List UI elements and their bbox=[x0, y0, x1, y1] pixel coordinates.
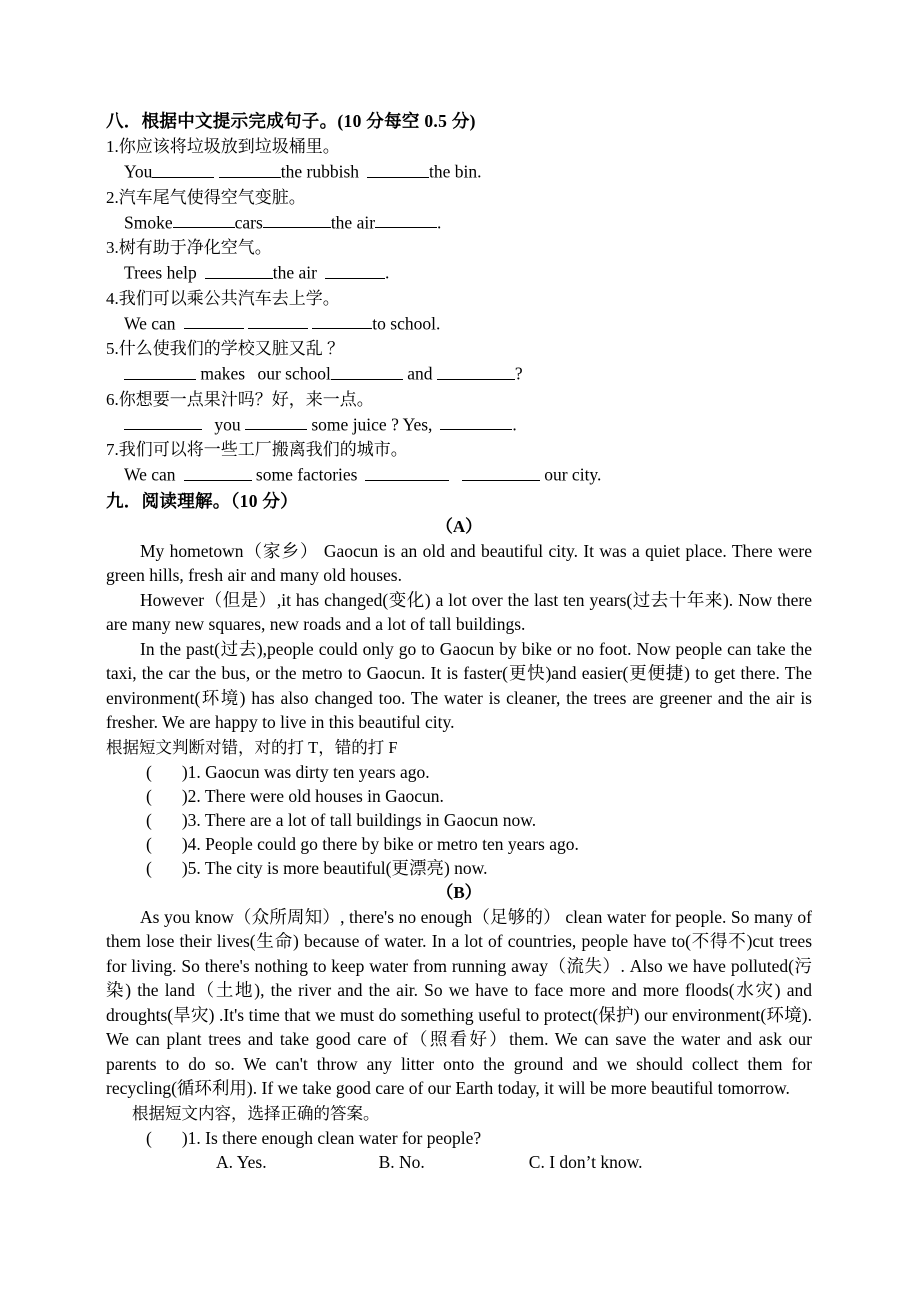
passage-a-paragraph-3: In the past(过去),people could only go to Gaocun by bike or no foot. Now people can take the taxi, the car the bus, or the metro to Gaocun. It is faster(更快)and easier(更便捷) to get there. The environment(环境) has also changed too. The water is cleaner, the trees are greener and the air is fresher. We are happy to live in this beautiful city. bbox=[106, 638, 812, 732]
passage-a-label: （A） bbox=[435, 516, 483, 536]
section-8-heading: 八．根据中文提示完成句子。(10 分每空 0.5 分) bbox=[106, 111, 476, 131]
question-8-4-english bbox=[106, 311, 812, 337]
q8-4-pre: We can bbox=[124, 313, 176, 333]
question-text: )1. Is there enough clean water for people? bbox=[181, 1127, 482, 1148]
blank-field[interactable] bbox=[437, 361, 515, 380]
q8-1-mid2: the rubbish bbox=[280, 161, 360, 182]
passage-a-instruction: 根据短文判断对错，对的打 T，错的打 F bbox=[106, 737, 398, 757]
question-text: )3. There are a lot of tall buildings in Gaocun now. bbox=[181, 809, 537, 830]
question-8-7-chinese: 7.我们可以将一些工厂搬离我们的城市。 bbox=[106, 440, 408, 459]
question-8-3-chinese: 3.树有助于净化空气。 bbox=[106, 238, 272, 257]
q8-3-mid1: the air bbox=[272, 262, 317, 283]
passage-a-question-1[interactable] bbox=[106, 760, 812, 784]
question-8-4-chinese: 4.我们可以乘公共汽车去上学。 bbox=[106, 288, 340, 308]
q8-5-mid1: makes bbox=[200, 363, 246, 384]
option-a[interactable]: A. Yes. bbox=[216, 1151, 267, 1172]
question-text: )4. People could go there by bike or metro ten years ago. bbox=[181, 833, 579, 854]
q8-7-pre: We can bbox=[124, 464, 176, 485]
passage-a-paragraph-1: My hometown（家乡） Gaocun is an old and beautiful city. It was a quiet place. There were green hills, fresh air and many old houses. bbox=[106, 540, 812, 585]
q8-6-mid1: you bbox=[214, 414, 241, 434]
q8-3-tail: . bbox=[384, 262, 390, 283]
q8-6-tail: . bbox=[512, 414, 517, 434]
question-text: )5. The city is more beautiful(更漂亮) now. bbox=[181, 857, 488, 878]
q8-2-pre: Smoke bbox=[124, 212, 173, 232]
q8-5-mid2: our school bbox=[257, 363, 331, 384]
section-9-heading: 九．阅读理解。（10 分） bbox=[106, 490, 299, 511]
passage-b-question-1-options bbox=[106, 1150, 812, 1174]
passage-a-question-2[interactable] bbox=[106, 784, 812, 808]
question-8-7-english bbox=[106, 462, 812, 488]
option-c[interactable]: C. I don’t know. bbox=[528, 1151, 643, 1172]
passage-b-question-1[interactable] bbox=[106, 1126, 812, 1150]
question-8-2-chinese: 2.汽车尾气使得空气变脏。 bbox=[106, 187, 306, 207]
blank-field[interactable] bbox=[245, 412, 307, 431]
q8-3-pre: Trees help bbox=[124, 262, 197, 283]
question-8-6-english bbox=[106, 412, 812, 438]
q8-2-mid2: the air bbox=[330, 212, 376, 232]
blank-field[interactable] bbox=[440, 412, 512, 431]
passage-a-question-3[interactable] bbox=[106, 808, 812, 832]
bracket-open: ( bbox=[146, 833, 152, 854]
q8-5-tail: ? bbox=[514, 363, 523, 384]
q8-2-tail: . bbox=[437, 212, 442, 232]
question-8-6-chinese: 6.你想要一点果汁吗？好，来一点。 bbox=[106, 389, 374, 409]
q8-5-mid3: and bbox=[407, 363, 433, 384]
blank-field[interactable] bbox=[152, 159, 214, 178]
q8-4-tail: to school. bbox=[372, 313, 441, 333]
blank-field[interactable] bbox=[263, 210, 331, 229]
passage-b-instruction: 根据短文内容，选择正确的答案。 bbox=[132, 1103, 380, 1123]
question-8-5-chinese: 5.什么使我们的学校又脏又乱 ？ bbox=[106, 339, 344, 358]
blank-field[interactable] bbox=[205, 260, 273, 279]
blank-field[interactable] bbox=[312, 311, 372, 330]
blank-field[interactable] bbox=[367, 159, 429, 178]
blank-field[interactable] bbox=[124, 361, 196, 380]
bracket-open: ( bbox=[146, 857, 152, 878]
blank-field[interactable] bbox=[184, 462, 252, 481]
bracket-open: ( bbox=[146, 785, 152, 806]
q8-6-mid2: some juice ? Yes, bbox=[311, 414, 433, 434]
passage-a-question-5[interactable] bbox=[106, 856, 812, 880]
option-b[interactable]: B. No. bbox=[378, 1151, 425, 1172]
q8-2-mid1: cars bbox=[234, 212, 263, 232]
blank-field[interactable] bbox=[375, 210, 437, 229]
question-text: )1. Gaocun was dirty ten years ago. bbox=[181, 761, 430, 782]
blank-field[interactable] bbox=[331, 361, 403, 380]
q8-1-tail: the bin. bbox=[429, 161, 482, 182]
passage-b-label: （B） bbox=[436, 882, 482, 902]
blank-field[interactable] bbox=[365, 462, 449, 481]
bracket-open: ( bbox=[146, 1127, 152, 1148]
question-8-3-english bbox=[106, 260, 812, 286]
exam-page bbox=[106, 108, 812, 1174]
blank-field[interactable] bbox=[248, 311, 308, 330]
q8-1-pre: You bbox=[124, 161, 153, 182]
q8-7-mid1: some factories bbox=[255, 464, 358, 485]
blank-field[interactable] bbox=[219, 159, 281, 178]
passage-b-paragraph-1: As you know（众所周知）, there's no enough（足够的） clean water for people. So many of them lose their lives(生命) because of water. In a lot of countries, people have to(不得不)cut trees for living. So there's nothing to keep water from running away（流失）. Also we have polluted(污染) the land（土地), the river and the air. So we have to face more and more floods(水灾) and droughts(旱灾) .It's time that we must do something useful to protect(保护) our environment(环境). We can plant trees and take good care of（照看好）them. We can save the water and ask our parents to do so. We can't throw any litter onto the ground and we should collect them for recycling(循环利用). If we take good care of our Earth today, it will be more beautiful tomorrow. bbox=[106, 906, 812, 1098]
question-8-1-chinese: 1.你应该将垃圾放到垃圾桶里。 bbox=[106, 137, 340, 156]
question-8-5-english bbox=[106, 361, 812, 387]
blank-field[interactable] bbox=[462, 462, 540, 481]
question-8-2-english bbox=[106, 210, 812, 236]
question-8-1-english bbox=[106, 159, 812, 185]
blank-field[interactable] bbox=[173, 210, 235, 229]
question-text: )2. There were old houses in Gaocun. bbox=[181, 785, 444, 806]
passage-a-question-4[interactable] bbox=[106, 832, 812, 856]
blank-field[interactable] bbox=[124, 412, 202, 431]
passage-a-paragraph-2: However（但是）,it has changed(变化) a lot over the last ten years(过去十年来). Now there are many new squares, new roads and a lot of tall buildings. bbox=[106, 589, 812, 634]
bracket-open: ( bbox=[146, 809, 152, 830]
blank-field[interactable] bbox=[325, 260, 385, 279]
blank-field[interactable] bbox=[184, 311, 244, 330]
bracket-open: ( bbox=[146, 761, 152, 782]
q8-7-tail: our city. bbox=[544, 464, 602, 485]
